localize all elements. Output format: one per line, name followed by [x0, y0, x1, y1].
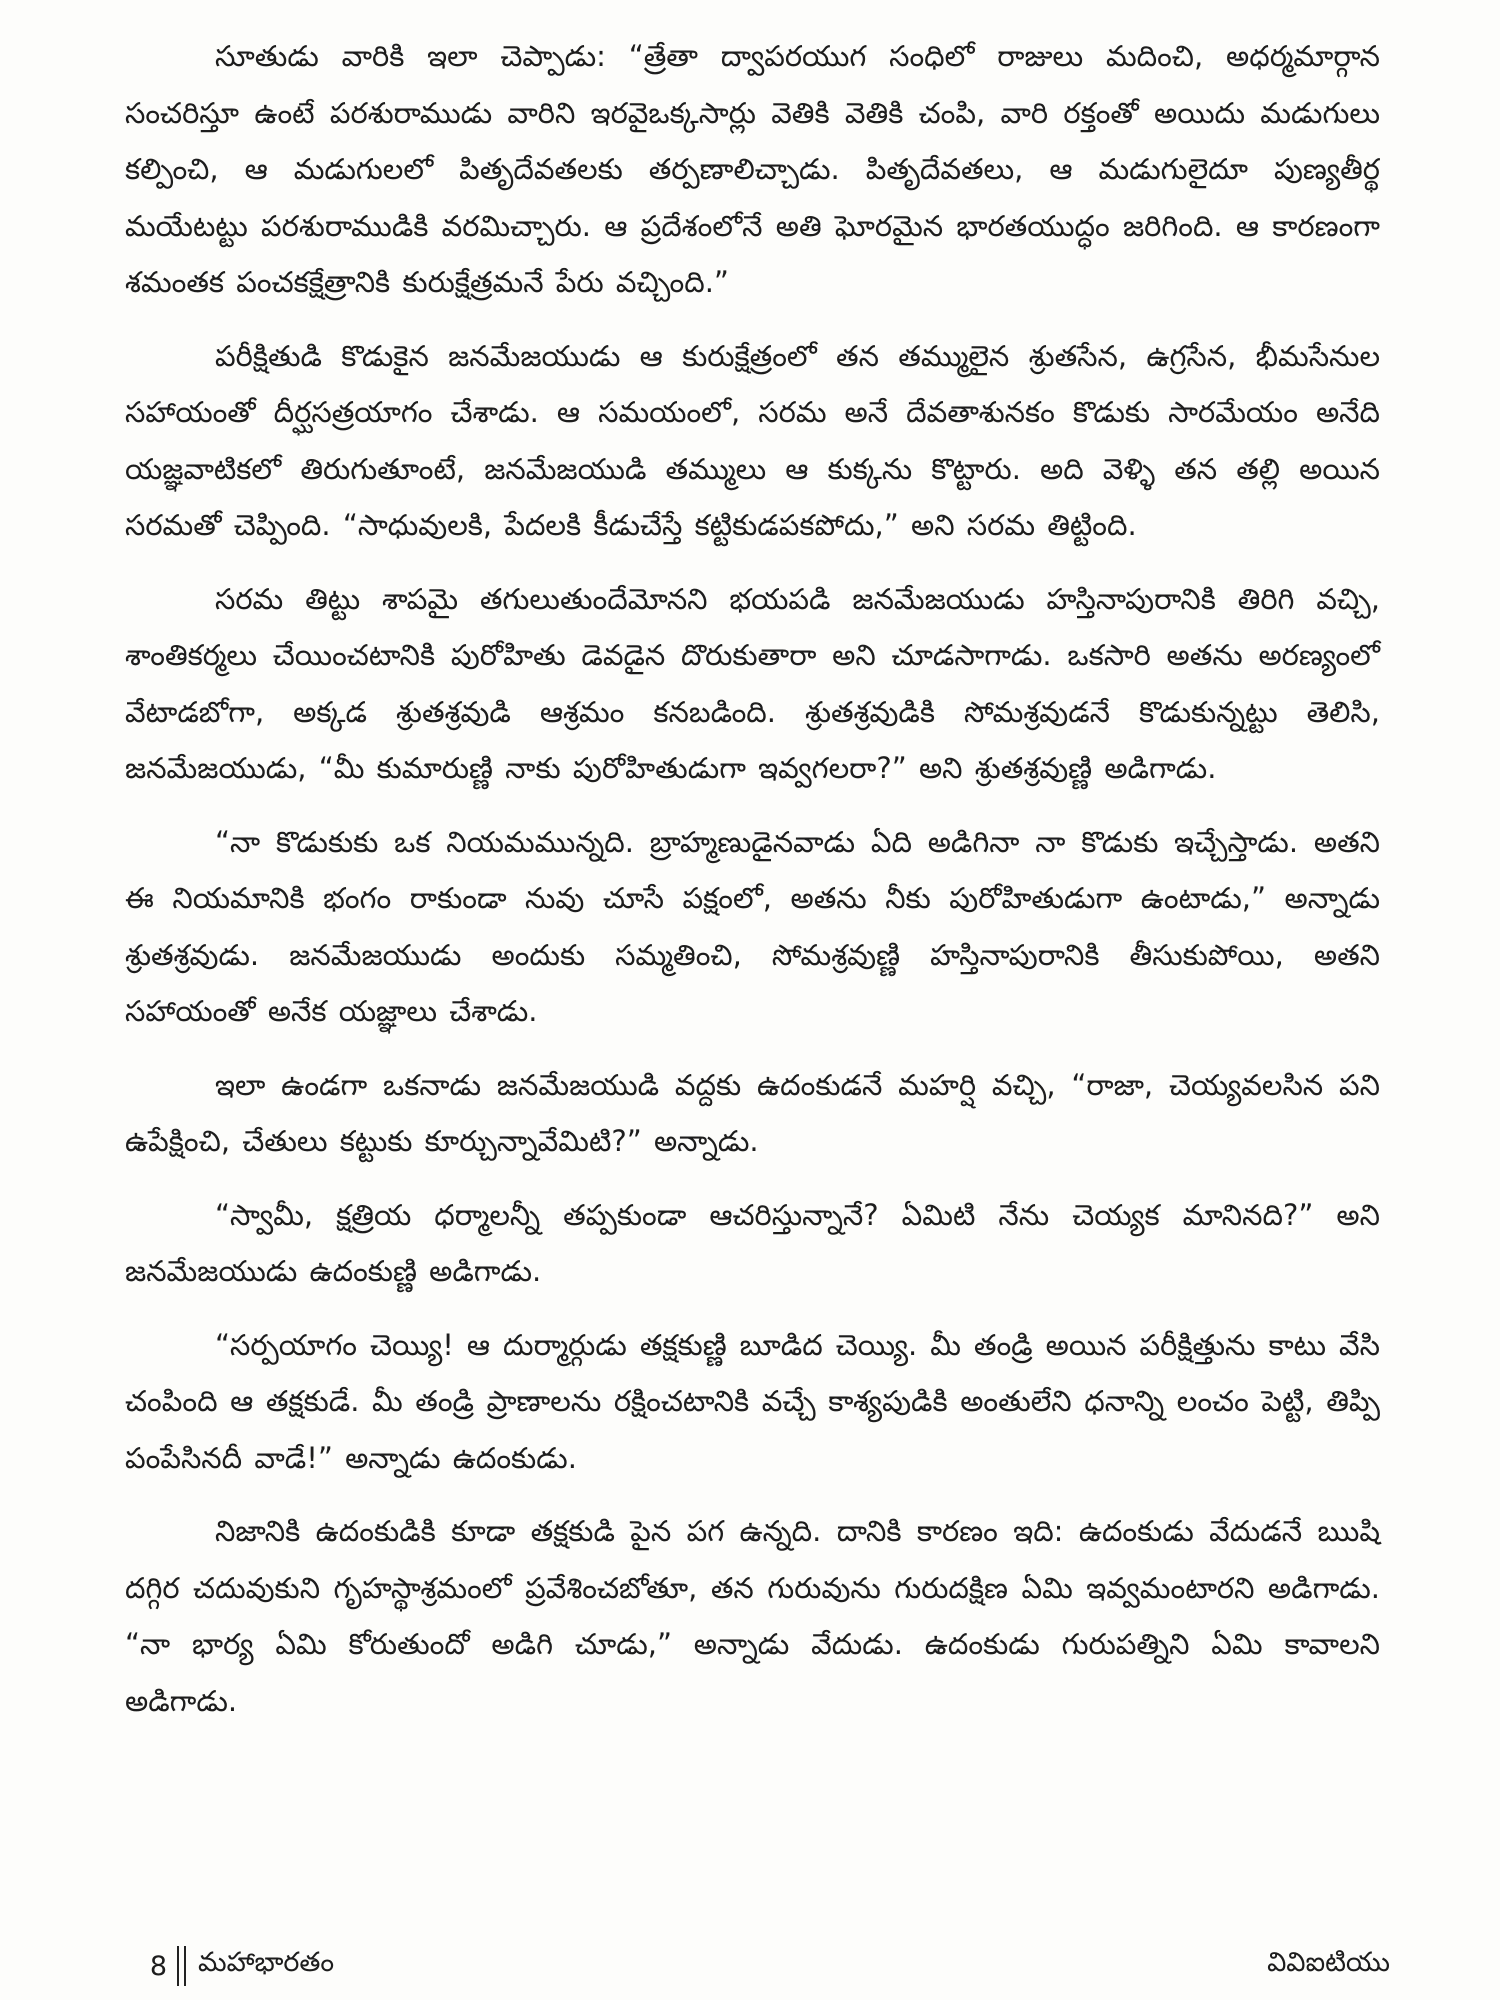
paragraph-4: “నా కొడుకుకు ఒక నియమమున్నది. బ్రాహ్మణుడైనవాడు ఏది అడిగినా నా కొడుకు ఇచ్చేస్తాడు. అతని ఈ నియమానికి భంగం రాకుండా నువు చూసే పక్షంలో, అతను నీకు పురోహితుడుగా ఉంటాడు,” అన్నాడు శ్రుతశ్రవుడు. జనమేజయుడు అందుకు సమ్మతించి, సోమశ్రవుణ్ణి హస్తినాపురానికి తీసుకుపోయి, అతని సహాయంతో అనేక యజ్ఞాలు చేశాడు.	[125, 824, 1380, 1028]
paragraph-2: పరీక్షితుడి కొడుకైన జనమేజయుడు ఆ కురుక్షేత్రంలో తన తమ్ములైన శ్రుతసేన, ఉగ్రసేన, భీమసేనుల సహాయంతో దీర్ఘసత్రయాగం చేశాడు. ఆ సమయంలో, సరమ అనే దేవతాశునకం కొడుకు సారమేయం అనేది యజ్ఞవాటికలో తిరుగుతూంటే, జనమేజయుడి తమ్ములు ఆ కుక్కను కొట్టారు. అది వెళ్ళి తన తల్లి అయిన సరమతో చెప్పింది. “సాధువులకి, పేదలకి కీడుచేస్తే కట్టికుడపకపోదు,” అని సరమ తిట్టింది.	[125, 338, 1380, 542]
paragraph-6: “స్వామీ, క్షత్రియ ధర్మాలన్నీ తప్పకుండా ఆచరిస్తున్నానే? ఏమిటి నేను చెయ్యక మానినది?” అని జనమేజయుడు ఉదంకుణ్ణి అడిగాడు.	[125, 1197, 1380, 1288]
body-text	[125, 28, 1380, 1729]
paragraph-3: సరమ తిట్టు శాపమై తగులుతుందేమోనని భయపడి జనమేజయుడు హస్తినాపురానికి తిరిగి వచ్చి, శాంతికర్మలు చేయించటానికి పురోహితు డెవడైన దొరుకుతారా అని చూడసాగాడు. ఒకసారి అతను అరణ్యంలో వేటాడబోగా, అక్కడ శ్రుతశ్రవుడి ఆశ్రమం కనబడింది. శ్రుతశ్రవుడికి సోమశ్రవుడనే కొడుకున్నట్టు తెలిసి, జనమేజయుడు, “మీ కుమారుణ్ణి నాకు పురోహితుడుగా ఇవ్వగలరా?” అని శ్రుతశ్రవుణ్ణి అడిగాడు.	[125, 581, 1380, 785]
footer-double-rule	[177, 1946, 186, 1986]
paragraph-8: నిజానికి ఉదంకుడికి కూడా తక్షకుడి పైన పగ ఉన్నది. దానికి కారణం ఇది: ఉదంకుడు వేదుడనే ఋషి దగ్గిర చదువుకుని గృహస్థాశ్రమంలో ప్రవేశించబోతూ, తన గురువును గురుదక్షిణ ఏమి ఇవ్వమంటారని అడిగాడు. “నా భార్య ఏమి కోరుతుందో అడిగి చూడు,” అన్నాడు వేదుడు. ఉదంకుడు గురుపత్నిని ఏమి కావాలని అడిగాడు.	[125, 1514, 1380, 1718]
section-title: వివిఐటియు	[1267, 1947, 1390, 1978]
paragraph-5: ఇలా ఉండగా ఒకనాడు జనమేజయుడి వద్దకు ఉదంకుడనే మహర్షి వచ్చి, “రాజా, చెయ్యవలసిన పని ఉపేక్షించి, చేతులు కట్టుకు కూర్చున్నావేమిటి?” అన్నాడు.	[125, 1067, 1380, 1158]
page-number: 8	[149, 1950, 167, 1982]
book-title: మహాభారతం	[198, 1947, 335, 1978]
paragraph-7: “సర్పయాగం చెయ్యి! ఆ దుర్మార్గుడు తక్షకుణ్ణి బూడిద చెయ్యి. మీ తండ్రి అయిన పరీక్షిత్తును కాటు వేసి చంపింది ఆ తక్షకుడే. మీ తండ్రి ప్రాణాలను రక్షించటానికి వచ్చే కాశ్యపుడికి అంతులేని ధనాన్ని లంచం పెట్టి, తిప్పి పంపేసినదీ వాడే!” అన్నాడు ఉదంకుడు.	[125, 1327, 1380, 1475]
paragraph-1: సూతుడు వారికి ఇలా చెప్పాడు: “త్రేతా ద్వాపరయుగ సంధిలో రాజులు మదించి, అధర్మమార్గాన సంచరిస్తూ ఉంటే పరశురాముడు వారిని ఇరవైఒక్కసార్లు వెతికి వెతికి చంపి, వారి రక్తంతో అయిదు మడుగులు కల్పించి, ఆ మడుగులలో పితృదేవతలకు తర్పణాలిచ్చాడు. పితృదేవతలు, ఆ మడుగులైదూ పుణ్యతీర్థ మయేటట్టు పరశురాముడికి వరమిచ్చారు. ఆ ప్రదేశంలోనే అతి ఘోరమైన భారతయుద్ధం జరిగింది. ఆ కారణంగా శమంతక పంచకక్షేత్రానికి కురుక్షేత్రమనే పేరు వచ్చింది.”	[125, 39, 1380, 299]
page-footer	[145, 1942, 1390, 1990]
